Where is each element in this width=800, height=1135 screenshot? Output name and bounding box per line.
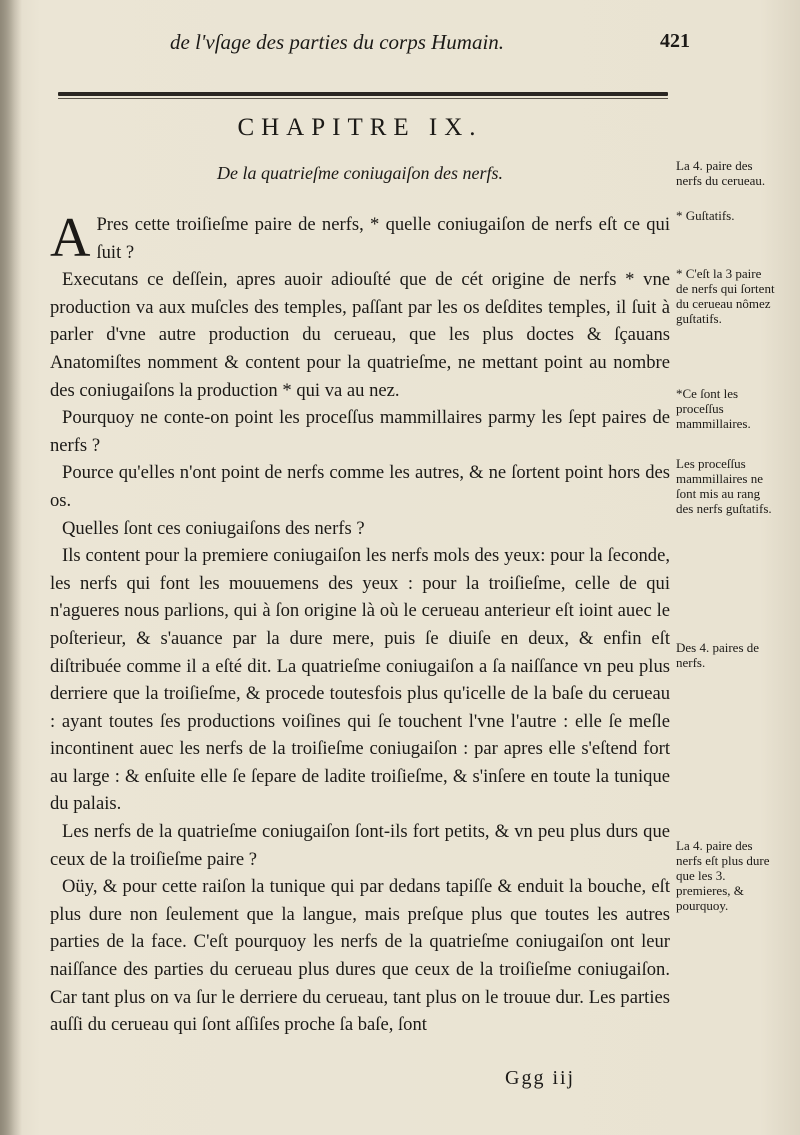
paragraph-3: Pourquoy ne conte-on point les proceſſus mammillaires parmy les ſept paires de nerfs ? (50, 407, 670, 456)
paragraph-8: Oüy, & pour cette raiſon la tunique qui par dedans tapiſſe & enduit la bouche, eſt plus dure non ſeulement que la langue, mais preſque plus que toutes les autres parties de la face. C'eſt pourquoy les nerfs de la quatrieſme coniugaiſon ont leur naiſſance des parties du cerueau plus dures que ceux de la troiſieſme coniugaiſon. Car tant plus on va ſur le derriere du cerueau, tant plus on le trouue dur. Les parties auſſi du cerueau qui ſont aſſiſes proche ſa baſe, ſont (50, 876, 670, 1036)
paragraph-2: Executans ce deſſein, apres auoir adiouſté que de cét origine de nerfs * vne production va aux muſcles des temples, paſſant par les os deſdites temples, il ſuit à parler d'vne autre production du cerueau, que les plus doctes & ſçauans Anatomiſtes nomment & content pour la quatrieſme, ne mettant point au nombre des coniugaiſons la production * qui va au nez. (50, 269, 670, 401)
paragraph-5: Quelles ſont ces coniugaiſons des nerfs ? (62, 517, 365, 539)
page-number: 421 (660, 30, 690, 52)
gutter-shadow (0, 0, 22, 1135)
drop-cap: A (50, 207, 91, 269)
chapter-heading: CHAPITRE IX. (237, 114, 483, 141)
body-text (50, 207, 670, 1039)
margin-note: La 4. paire des nerfs eſt plus dure que les 3. premieres, & pourquoy. (676, 838, 770, 913)
signature-mark: Ggg iij (505, 1067, 576, 1089)
header-rule (58, 92, 668, 96)
paragraph-6: Ils content pour la premiere coniugaiſon les nerfs mols des yeux: pour la ſeconde, les nerfs qui font les mouuemens des yeux : pour la troiſieſme, celle de qui n'agueres nous parlions, qui à ſon origine là où le cerueau anterieur eſt ioint auec le poſterieur, & s'auance par la dure mere, puis ſe diuiſe en deux, & enfin eſt diſtribuée comme il a eſté dit. La quatrieſme coniugaiſon a ſa naiſſance vn peu plus derriere que la troiſieſme, & procede toutesfois plus qu'icelle de la baſe du cerueau : ayant toutes ſes productions voiſines qui ſe touchent l'vne l'autre : elle ſe meſle incontinent auec les nerfs de la troiſieſme coniugaiſon : par apres elle s'eſtend fort au large : & enſuite elle ſe ſepare de ladite troiſieſme, & s'inſere en toute la tunique du palais. (50, 545, 670, 815)
header-rule-thin (58, 98, 668, 99)
margin-note: La 4. paire des nerfs du cerueau. (676, 158, 766, 188)
paragraph-7: Les nerfs de la quatrieſme coniugaiſon ſont-ils fort petits, & vn peu plus durs que ceux de la troiſieſme paire ? (50, 821, 670, 870)
margin-note: Les proceſſus mammillaires ne ſont mis au rang des nerfs guſtatifs. (676, 456, 772, 516)
running-title: de l'vſage des parties du corps Humain. (170, 30, 505, 54)
margin-note: * Guſtatifs. (676, 208, 735, 223)
margin-note: Des 4. paires de nerfs. (676, 640, 760, 670)
paragraph-1 (50, 207, 670, 269)
paragraph-1-text: Pres cette troiſieſme paire de nerfs, * quelle coniugaiſon de nerfs eſt ce qui ſuit ? (96, 214, 670, 263)
margin-note: *Ce ſont les proceſſus mammillaires. (676, 386, 751, 431)
running-head (170, 30, 690, 60)
chapter-subtitle: De la quatrieſme coniugaiſon des nerfs. (217, 163, 503, 183)
margin-note: * C'eſt la 3 paire de nerfs qui ſortent du cerueau nômez guſtatifs. (676, 266, 775, 326)
paragraph-4: Pource qu'elles n'ont point de nerfs comme les autres, & ne ſortent point hors des os. (50, 462, 670, 511)
